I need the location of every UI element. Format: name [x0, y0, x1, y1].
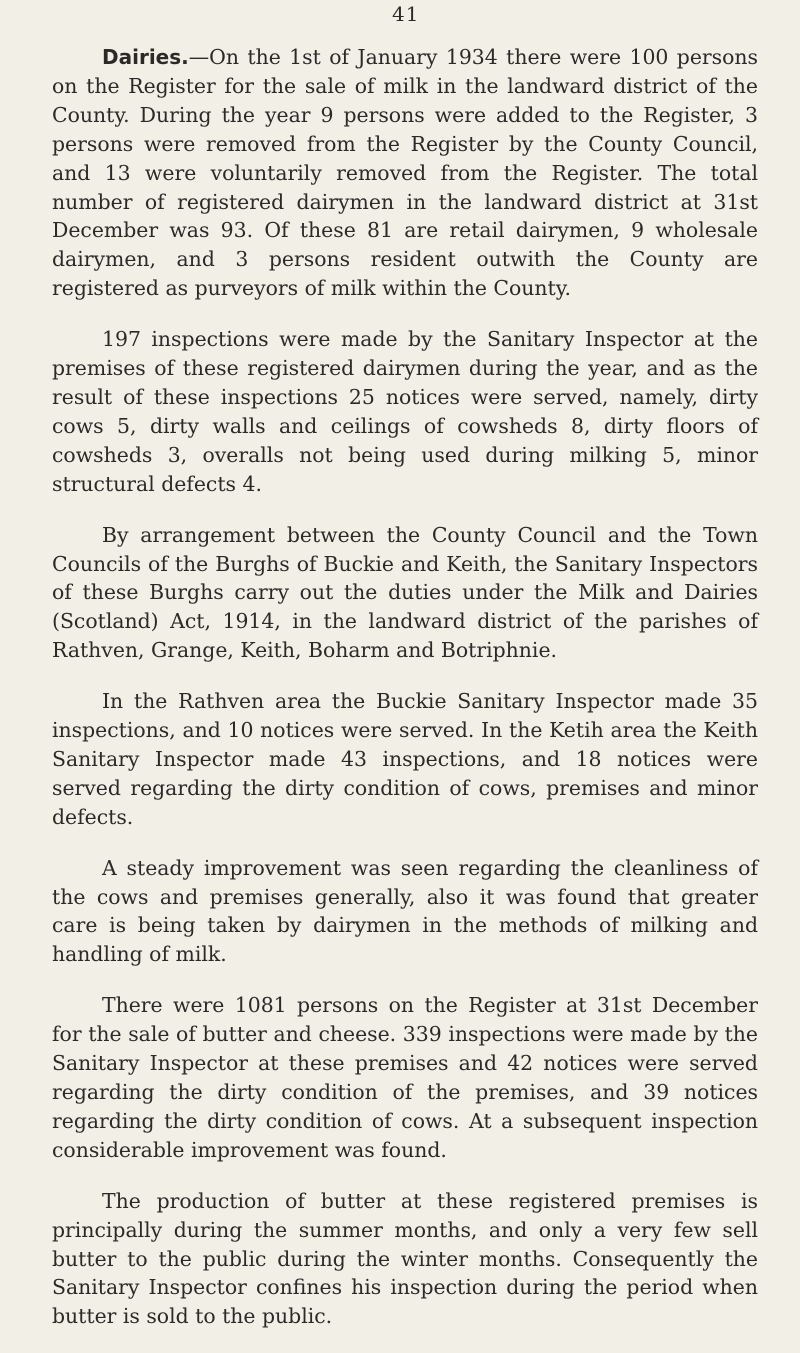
paragraph-intro-text: —On the 1st of January 1934 there were 100 persons on the Register for the sale of milk in the landward district of the County. During the year 9 persons were added to the Register, 3 persons were removed from the Register by the County Council, and 13 were voluntarily removed from the Register. The total number of registered dairymen in the landward district at 31st December was 93. Of these 81 are retail dairymen, 9 wholesale dairymen, and 3 persons resident outwith the County are registered as purveyors of milk within the County. [52, 45, 758, 301]
dairies-section [52, 43, 758, 1353]
paragraph-butter-production: The production of butter at these registered premises is principally during the summer months, and only a very few sell butter to the public during the winter months. Consequently the Sanitary Inspector confines his inspection during the period when butter is sold to the public. [52, 1188, 758, 1329]
paragraph-intro [52, 43, 758, 303]
page-number: 41 [392, 2, 420, 26]
paragraph-improvement: A steady improvement was seen regarding the cleanliness of the cows and premises generally, also it was found that greater care is being taken by dairymen in the methods of milking and handling of milk. [52, 855, 758, 967]
paragraph-inspections: 197 inspections were made by the Sanitary Inspector at the premises of these registered dairymen during the year, and as the result of these inspections 25 notices were served, namely, dirty cows 5, dirty walls and ceilings of cowsheds 8, dirty floors of cowsheds 3, overalls not being used during milking 5, minor structural defects 4. [52, 327, 758, 496]
section-heading: Dairies. [102, 45, 189, 69]
paragraph-rathven-keith: In the Rathven area the Buckie Sanitary Inspector made 35 inspections, and 10 notices were served. In the Ketih area the Keith Sanitary Inspector made 43 inspections, and 18 notices were served regarding the dirty condition of cows, premises and minor defects. [52, 689, 758, 829]
paragraph-butter-cheese: There were 1081 persons on the Register at 31st December for the sale of butter and cheese. 339 inspections were made by the Sanitary Inspector at these premises and 42 notices were served regarding the dirty condition of the premises, and 39 notices regarding the dirty condition of cows. At a subsequent inspection considerable improvement was found. [52, 993, 758, 1162]
paragraph-arrangement: By arrangement between the County Council and the Town Councils of the Burghs of Buckie and Keith, the Sanitary Inspectors of these Burghs carry out the duties under the Milk and Dairies (Scotland) Act, 1914, in the landward district of the parishes of Rathven, Grange, Keith, Boharm and Botriphnie. [52, 522, 758, 663]
